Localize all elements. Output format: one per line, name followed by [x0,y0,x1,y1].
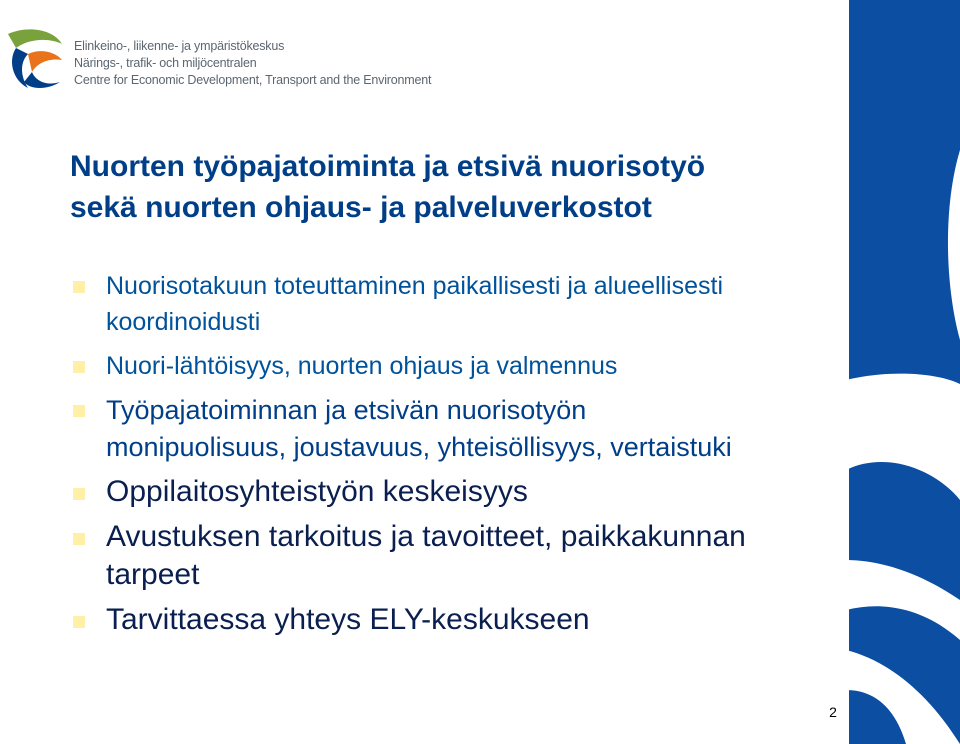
organization-name [74,38,431,89]
slide-title: Nuorten työpajatoiminta ja etsivä nuorisotyö sekä nuorten ohjaus- ja palveluverkostot [70,150,706,224]
bullet-marker-icon [73,281,85,293]
bullet-marker-icon [73,616,85,628]
decorative-side-banner [846,0,960,744]
bullet-text: Nuori-lähtöisyys, nuorten ohjaus ja valmennus [106,352,618,380]
bullet-marker-icon [73,361,85,373]
bullet-text: Tarvittaessa yhteys ELY-keskukseen [106,603,590,636]
org-name-finnish: Elinkeino-, liikenne- ja ympäristökeskus [74,39,285,53]
org-name-english: Centre for Economic Development, Transport and the Environment [74,73,432,87]
bullet-text: Nuorisotakuun toteuttaminen paikallisesti ja alueellisesti koordinoidusti [106,272,724,336]
bullet-item [0,268,756,340]
bullet-item [0,473,756,511]
bullet-item [0,392,756,466]
bullet-marker-icon [73,405,85,417]
page-number: 2 [829,704,837,720]
bullet-text: Työpajatoiminnan ja etsivän nuorisotyön monipuolisuus, joustavuus, yhteisöllisyys, vertaistuki [106,395,732,462]
bullet-text: Avustuksen tarkoitus ja tavoitteet, paikkakunnan tarpeet [106,520,746,591]
bullet-item [0,348,756,384]
bullet-list [0,268,840,639]
bullet-text: Oppilaitosyhteistyön keskeisyys [106,475,528,508]
bullet-item [0,518,756,594]
bullet-marker-icon [73,488,85,500]
ely-logo-icon [4,26,66,92]
bullet-item [0,601,756,639]
org-name-swedish: Närings-, trafik- och miljöcentralen [74,56,257,70]
bullet-marker-icon [73,533,85,545]
